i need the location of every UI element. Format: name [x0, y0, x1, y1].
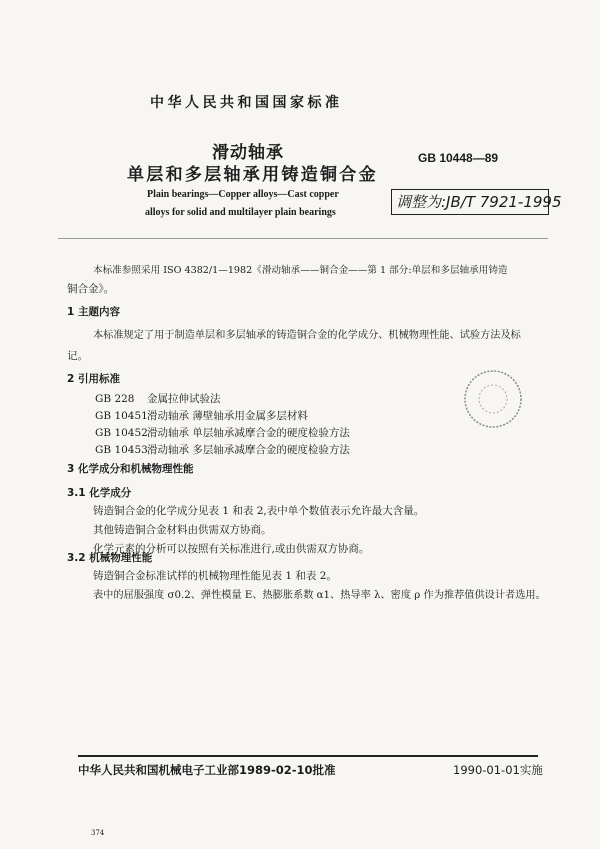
section-3-2-heading: 3.2 机械物理性能 — [67, 552, 153, 564]
reference-item — [95, 391, 221, 406]
section-3-1-heading: 3.1 化学成分 — [67, 487, 132, 499]
effective-date: 1990-01-01实施 — [453, 763, 543, 777]
title-line-2: 单层和多层轴承用铸造铜合金 — [127, 165, 378, 185]
reference-item — [95, 442, 350, 457]
intro-line-2: 铜合金》。 — [67, 283, 115, 295]
library-seal-icon — [462, 368, 524, 430]
section-1-heading: 1 主题内容 — [67, 306, 120, 318]
title-line-1: 滑动轴承 — [212, 143, 284, 163]
adjustment-stamp: 调整为:JB/T 7921-1995 — [391, 189, 549, 215]
reference-title: 滑动轴承 多层轴承减摩合金的硬度检验方法 — [147, 444, 350, 456]
section-3-1-line: 化学元素的分析可以按照有关标准进行,或由供需双方协商。 — [93, 543, 370, 555]
section-3-2-line: 表中的屈服强度 σ0.2、弹性模量 E、热膨胀系数 α1、热导率 λ、密度 ρ 作为推荐值供设计者选用。 — [93, 590, 546, 601]
reference-code: GB 10453 — [95, 444, 148, 456]
english-title-2: alloys for solid and multilayer plain bearings — [145, 207, 336, 218]
reference-title: 滑动轴承 单层轴承减摩合金的硬度检验方法 — [147, 427, 350, 439]
english-title-1: Plain bearings—Copper alloys—Cast copper — [147, 189, 339, 200]
section-3-1-line: 铸造铜合金的化学成分见表 1 和表 2,表中单个数值表示允许最大含量。 — [93, 505, 425, 517]
standard-code: GB 10448—89 — [418, 151, 499, 165]
section-3-heading: 3 化学成分和机械物理性能 — [67, 463, 194, 475]
section-1-line-1: 本标准规定了用于制造单层和多层轴承的铸造铜合金的化学成分、机械物理性能、试验方法及标 — [93, 330, 521, 341]
reference-title: 滑动轴承 薄壁轴承用金属多层材料 — [147, 410, 308, 422]
section-2-heading: 2 引用标准 — [67, 373, 120, 385]
intro-line-1: 本标准参照采用 ISO 4382/1—1982《滑动轴承——铜合金——第 1 部分:单层和多层轴承用铸造 — [93, 265, 508, 276]
header-divider — [58, 238, 548, 239]
reference-item — [95, 408, 308, 423]
page-number: 374 — [91, 829, 105, 837]
approval-line: 中华人民共和国机械电子工业部1989-02-10批准 — [78, 763, 336, 777]
national-standard-header: 中华人民共和国国家标准 — [150, 95, 343, 111]
reference-code: GB 228 — [95, 393, 135, 405]
section-3-1-line: 其他铸造铜合金材料由供需双方协商。 — [93, 524, 272, 536]
reference-item — [95, 425, 350, 440]
section-1-line-2: 记。 — [67, 350, 88, 362]
reference-title: 金属拉伸试验法 — [147, 393, 221, 405]
footer-divider — [78, 755, 538, 757]
reference-code: GB 10451 — [95, 410, 148, 422]
reference-code: GB 10452 — [95, 427, 148, 439]
section-3-2-line: 铸造铜合金标准试样的机械物理性能见表 1 和表 2。 — [93, 570, 337, 582]
